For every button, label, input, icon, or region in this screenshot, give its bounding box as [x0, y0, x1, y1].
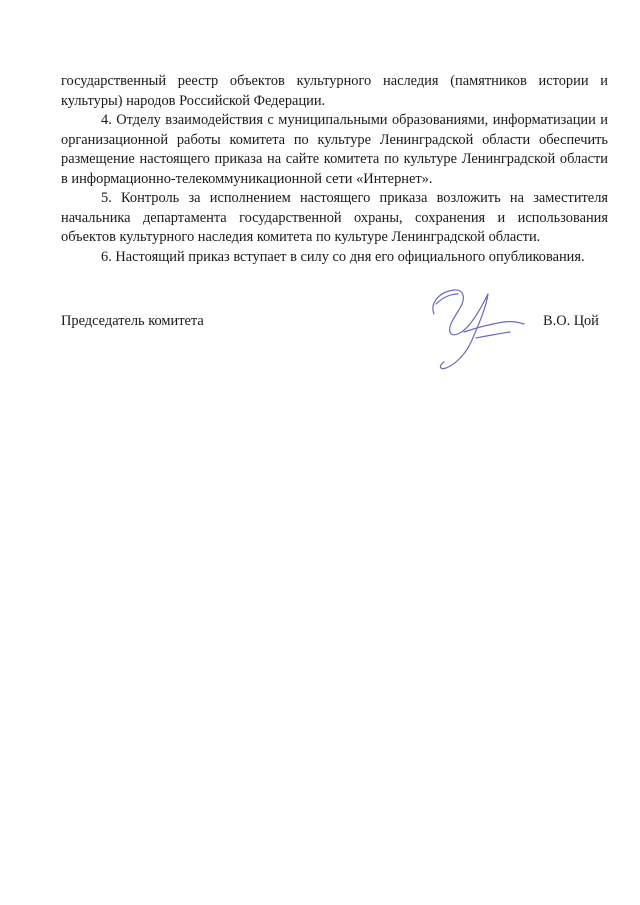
handwritten-signature — [420, 268, 530, 376]
signatory-position: Председатель комитета — [61, 313, 204, 329]
paragraph-item-4: 4. Отделу взаимодействия с муниципальными образованиями, информатизации и организационной работы комитета по культуре Ленинградской области обеспечить размещение настоящего приказа на сайте комитета по культуре Ленинградской области в информационно-телекоммуникационной сети «Интернет». — [61, 112, 608, 187]
paragraph-registry-continuation: государственный реестр объектов культурного наследия (памятников истории и культуры) народов Российской Федерации. — [61, 73, 608, 109]
paragraph-item-6: 6. Настоящий приказ вступает в силу со дня его официального опубликования. — [101, 248, 585, 265]
document-body — [61, 72, 608, 267]
paragraph-item-5: 5. Контроль за исполнением настоящего приказа возложить на заместителя начальника департамента государственной охраны, сохранения и использования объектов культурного наследия комитета по культуре Ленинградской области. — [61, 190, 608, 245]
signatory-name: В.О. Цой — [543, 313, 599, 329]
